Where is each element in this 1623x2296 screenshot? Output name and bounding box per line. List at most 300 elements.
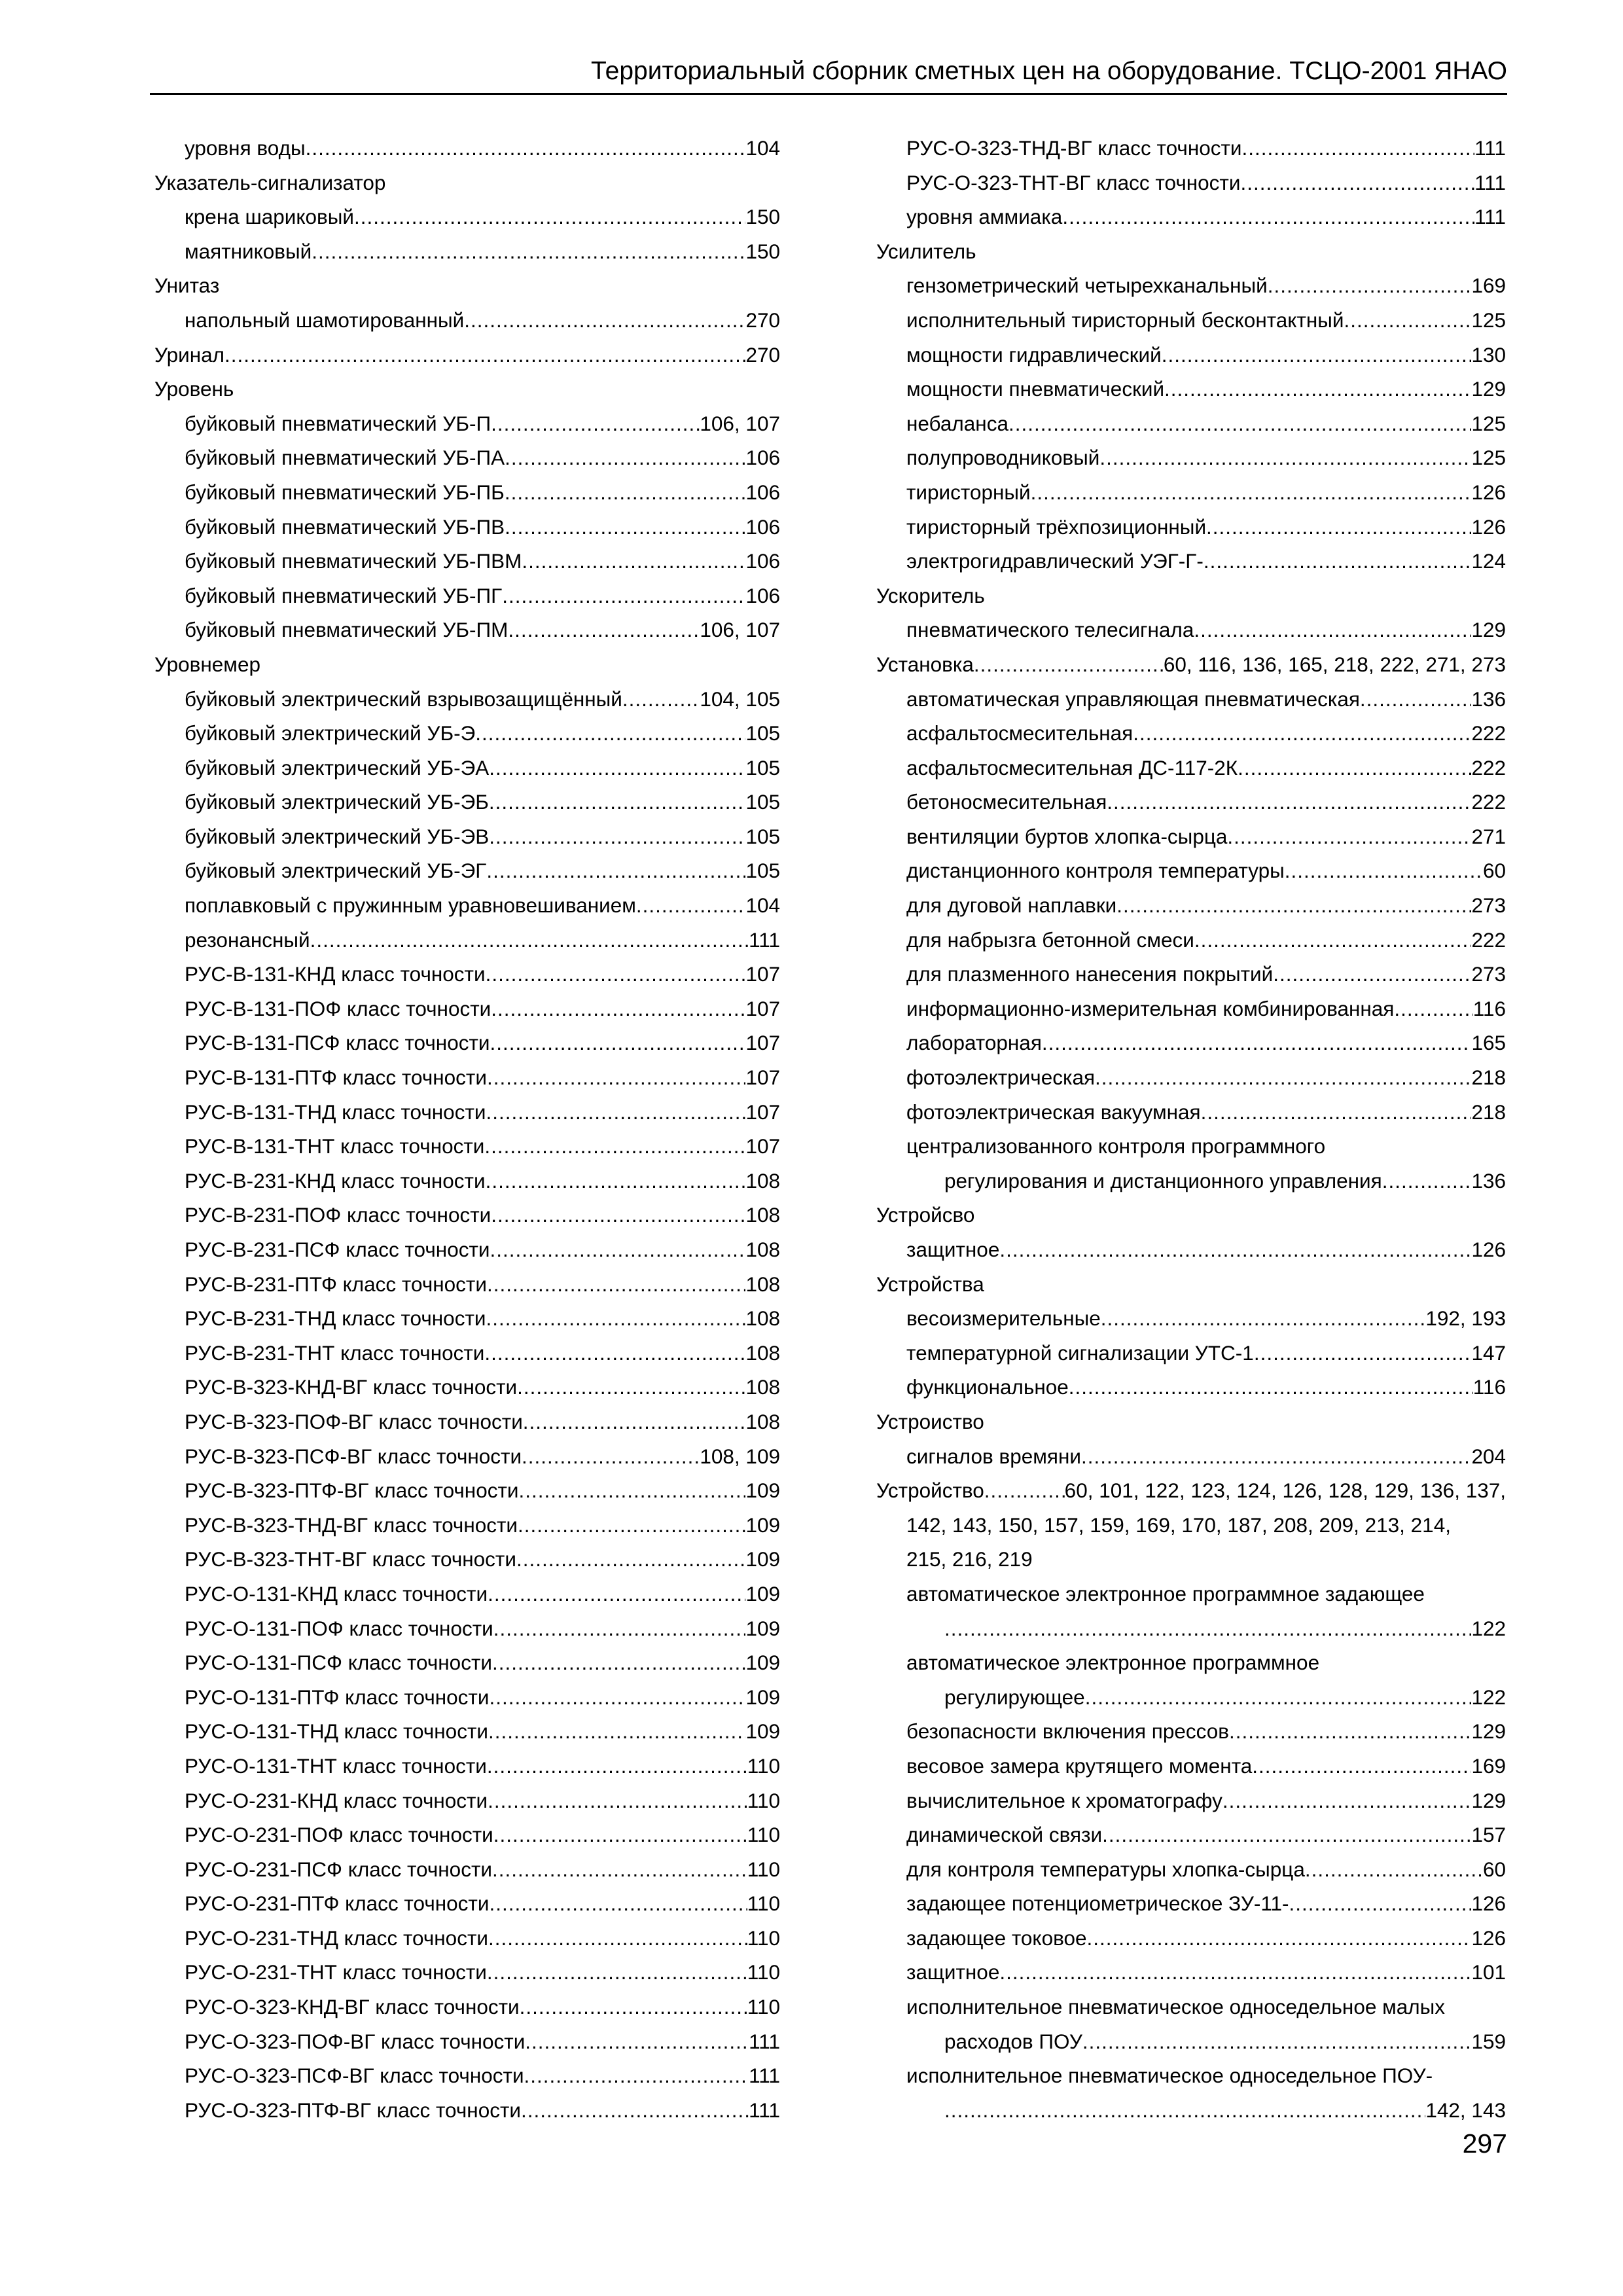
- index-column-left: [154, 131, 780, 2127]
- dot-leader: [486, 853, 745, 888]
- dot-leader: [464, 303, 745, 338]
- dot-leader: [1042, 1026, 1472, 1060]
- index-entry: [154, 372, 780, 406]
- index-entry-term: напольный шамотированный: [185, 308, 465, 332]
- index-entry-page: 116: [1472, 1375, 1506, 1399]
- index-entry-page: 104, 105: [700, 687, 780, 711]
- index-entry-page: 110: [747, 1823, 780, 1847]
- index-entry: [154, 406, 780, 441]
- dot-leader: [1101, 1301, 1426, 1336]
- dot-leader: [517, 1370, 745, 1405]
- index-entry: [154, 1542, 780, 1577]
- index-entry-term: РУС-О-323-КНД-ВГ класс точности: [185, 1995, 520, 2019]
- dot-leader: [1240, 166, 1474, 200]
- index-entry: [876, 992, 1506, 1026]
- dot-leader: [1008, 406, 1471, 441]
- dot-leader: [502, 579, 745, 613]
- index-entry: [876, 1508, 1506, 1543]
- dot-leader: [984, 1473, 1065, 1508]
- index-entry: [154, 1164, 780, 1198]
- index-entry-term: буйковый электрический УБ-ЭВ: [185, 824, 490, 848]
- dot-leader: [505, 475, 746, 510]
- index-entry-term: вычислительное к хроматографу: [906, 1788, 1222, 1812]
- index-entry-page: 122: [1471, 1616, 1506, 1640]
- index-entry: [876, 475, 1506, 510]
- index-entry-term: буйковый электрический УБ-ЭГ: [185, 859, 487, 883]
- index-entry-term: РУС-В-323-ПТФ-ВГ класс точности: [185, 1479, 519, 1503]
- dot-leader: [487, 1749, 747, 1784]
- index-entry-page: 129: [1471, 618, 1506, 642]
- dot-leader: [1206, 510, 1471, 545]
- index-entry: [154, 751, 780, 785]
- index-entry-term: РУС-В-323-ПОФ-ВГ класс точности: [185, 1409, 523, 1433]
- index-entry-page: 126: [1471, 514, 1506, 539]
- index-entry-term: РУС-В-131-КНД класс точности: [185, 962, 486, 986]
- dot-leader: [1095, 1060, 1471, 1095]
- index-entry: [154, 166, 780, 200]
- index-entry: [154, 303, 780, 338]
- index-entry: [154, 1611, 780, 1646]
- index-entry: [154, 1921, 780, 1956]
- index-entry-term: буйковый пневматический УБ-ПВ: [185, 514, 505, 539]
- index-entry-term: Ускоритель: [876, 583, 985, 607]
- index-entry-term: задающее потенциометрическое ЗУ-11-: [906, 1892, 1289, 1916]
- index-entry-page: 111: [1474, 205, 1506, 229]
- dot-leader: [487, 1060, 746, 1095]
- index-entry-term: исполнительное пневматическое односедельное ПОУ-: [906, 2064, 1433, 2088]
- dot-leader: [489, 1886, 747, 1921]
- index-entry-term: полупроводниковый: [906, 446, 1100, 470]
- index-entry-term: РУС-В-231-ПОФ класс точности: [185, 1203, 491, 1227]
- index-entry: [154, 1267, 780, 1302]
- index-entry-term: для набрызга бетонной смеси: [906, 927, 1194, 952]
- index-entry-page: 204: [1471, 1444, 1506, 1468]
- index-entry-term: РУС-В-131-ПТФ класс точности: [185, 1066, 487, 1090]
- index-entry-page: 111: [749, 2029, 780, 2053]
- index-entry: [154, 1232, 780, 1267]
- dot-leader: [1252, 1749, 1471, 1784]
- index-entry-page: 129: [1471, 1788, 1506, 1812]
- index-entry-page: 108: [745, 1203, 780, 1227]
- index-entry-page: 218: [1471, 1100, 1506, 1124]
- dot-leader: [1238, 751, 1471, 785]
- index-entry-term: РУС-О-323-ПСФ-ВГ класс точности: [185, 2064, 524, 2088]
- index-entry-page: 106: [745, 583, 780, 607]
- index-entry: [876, 751, 1506, 785]
- index-entry-page: 109: [745, 1685, 780, 1709]
- dot-leader: [1242, 131, 1475, 166]
- index-entry: [876, 785, 1506, 819]
- index-entry-page: 165: [1471, 1031, 1506, 1055]
- index-entry-term: вентиляции буртов хлопка-сырца: [906, 824, 1228, 848]
- index-entry-page: 107: [745, 1134, 780, 1158]
- index-entry: [154, 1473, 780, 1508]
- index-entry-page: 104: [745, 893, 780, 918]
- dot-leader: [1162, 338, 1472, 372]
- index-entry-page: 222: [1471, 755, 1506, 780]
- index-entry-term: РУС-В-231-ТНД класс точности: [185, 1306, 486, 1331]
- index-entry: [154, 716, 780, 751]
- dot-leader: [1204, 544, 1472, 579]
- index-entry-page: 109: [745, 1651, 780, 1675]
- index-entry-term: автоматическая управляющая пневматическая: [906, 687, 1360, 711]
- index-entry: [154, 992, 780, 1026]
- index-entry: [876, 853, 1506, 888]
- index-entry-term: защитное: [906, 1960, 1000, 1984]
- index-entry-term: РУС-В-131-ПСФ класс точности: [185, 1031, 490, 1055]
- index-entry: [154, 131, 780, 166]
- index-entry: [154, 338, 780, 372]
- index-entry: [876, 1886, 1506, 1921]
- index-entry-term: Унитаз: [154, 274, 220, 298]
- index-entry-term: РУС-В-131-ТНТ класс точности: [185, 1134, 485, 1158]
- index-entry: [154, 2024, 780, 2059]
- index-entry-page: 129: [1471, 377, 1506, 401]
- dot-leader: [524, 2058, 749, 2093]
- index-entry-term: мощности пневматический: [906, 377, 1165, 401]
- index-entry-page: 129: [1471, 1719, 1506, 1744]
- index-entry-page: 270: [745, 342, 780, 367]
- dot-leader: [1229, 1714, 1471, 1749]
- index-entry: [876, 406, 1506, 441]
- index-entry-term: РУС-О-231-ПСФ класс точности: [185, 1857, 492, 1881]
- index-entry-page: 124: [1471, 549, 1506, 573]
- dot-leader: [516, 1542, 745, 1577]
- index-entry: [154, 510, 780, 545]
- index-entry-term: динамической связи: [906, 1823, 1103, 1847]
- page-number: 297: [1462, 2128, 1507, 2159]
- dot-leader: [508, 613, 700, 647]
- index-entry-page: 108, 109: [700, 1444, 780, 1468]
- index-entry-page: 110: [747, 1960, 780, 1984]
- index-entry: [876, 1026, 1506, 1060]
- dot-leader: [1201, 1095, 1472, 1130]
- dot-leader: [521, 2093, 749, 2128]
- index-entry-term: температурной сигнализации УТС-1: [906, 1340, 1254, 1365]
- index-entry-page: 60: [1482, 1857, 1506, 1881]
- index-entry: [876, 1852, 1506, 1887]
- dot-leader: [490, 1026, 746, 1060]
- index-entry: [154, 853, 780, 888]
- index-entry-term: 215, 216, 219: [906, 1547, 1033, 1571]
- index-entry-page: 130: [1471, 342, 1506, 367]
- dot-leader: [306, 131, 746, 166]
- index-entry-term: пневматического телесигнала: [906, 618, 1194, 642]
- index-entry-page: 150: [745, 239, 780, 263]
- index-entry: [154, 647, 780, 682]
- dot-leader: [1087, 1921, 1472, 1956]
- index-entry: [154, 1749, 780, 1784]
- dot-leader: [1099, 440, 1471, 475]
- index-entry-term: РУС-В-323-ПСФ-ВГ класс точности: [185, 1444, 522, 1468]
- dot-leader: [493, 1611, 746, 1646]
- index-entry-page: 107: [745, 962, 780, 986]
- index-entry-page: 125: [1471, 308, 1506, 332]
- index-entry: [876, 1714, 1506, 1749]
- index-entry-term: небаланса: [906, 411, 1008, 435]
- index-entry: [154, 1370, 780, 1405]
- index-entry-page: 125: [1471, 446, 1506, 470]
- index-entry: [876, 200, 1506, 234]
- dot-leader: [1194, 613, 1471, 647]
- dot-leader: [491, 1198, 745, 1232]
- index-entry: [876, 1164, 1506, 1198]
- index-entry: [876, 1439, 1506, 1474]
- dot-leader: [489, 785, 746, 819]
- index-entry-term: РУС-О-131-ПТФ класс точности: [185, 1685, 490, 1709]
- index-entry-term: весоизмерительные: [906, 1306, 1101, 1331]
- index-entry: [154, 1990, 780, 2024]
- index-entry-page: 106: [745, 446, 780, 470]
- index-entry-page: 108: [745, 1340, 780, 1365]
- index-entry-page: 105: [745, 790, 780, 814]
- index-entry-term: РУС-В-231-КНД класс точности: [185, 1168, 486, 1193]
- dot-leader: [489, 751, 745, 785]
- index-entry-page: 107: [745, 1031, 780, 1055]
- index-entry: [876, 268, 1506, 303]
- index-entry-term: буйковый электрический УБ-ЭБ: [185, 790, 489, 814]
- index-entry: [876, 1370, 1506, 1405]
- index-entry-term: РУС-В-323-ТНД-ВГ класс точности: [185, 1513, 518, 1537]
- index-entry: [154, 923, 780, 958]
- dot-leader: [520, 1990, 747, 2024]
- index-entry-term: регулирования и дистанционного управления: [944, 1168, 1382, 1193]
- index-entry: [876, 544, 1506, 579]
- index-entry: [154, 1784, 780, 1818]
- index-entry-page: 108: [745, 1272, 780, 1296]
- index-entry-page: 107: [745, 1066, 780, 1090]
- index-entry-term: сигналов времяни: [906, 1444, 1081, 1468]
- dot-leader: [518, 1508, 745, 1543]
- dot-leader: [1194, 923, 1472, 958]
- dot-leader: [525, 2024, 749, 2059]
- index-entry-page: 126: [1471, 480, 1506, 504]
- index-entry: [876, 1645, 1506, 1680]
- index-entry-term: асфальтосмесительная: [906, 721, 1133, 745]
- index-entry-page: 109: [745, 1547, 780, 1571]
- index-entry-term: регулирующее: [944, 1685, 1085, 1709]
- dot-leader: [1116, 888, 1471, 923]
- index-entry-term: РУС-В-323-ТНТ-ВГ класс точности: [185, 1547, 516, 1571]
- index-entry-term: РУС-В-231-ТНТ класс точности: [185, 1340, 485, 1365]
- index-entry-term: Уринал: [154, 342, 225, 367]
- index-entry-page: 106: [745, 480, 780, 504]
- index-entry-term: РУС-В-231-ПСФ класс точности: [185, 1238, 490, 1261]
- index-entry-page: 107: [745, 1100, 780, 1124]
- dot-leader: [475, 716, 745, 751]
- index-entry-term: буйковый пневматический УБ-ПВМ: [185, 549, 522, 573]
- index-entry: [154, 1439, 780, 1474]
- dot-leader: [488, 1921, 747, 1956]
- index-entry-term: РУС-В-131-ПОФ класс точности: [185, 996, 491, 1020]
- index-entry: [876, 579, 1506, 613]
- dot-leader: [487, 1955, 747, 1990]
- index-entry-page: 136: [1471, 1168, 1506, 1193]
- index-entry-page: 142, 143: [1425, 2098, 1506, 2122]
- index-entry: [876, 2024, 1506, 2059]
- index-entry-term: дистанционного контроля температуры: [906, 859, 1285, 883]
- index-entry-page: 125: [1471, 411, 1506, 435]
- index-entry-term: РУС-О-131-ПСФ класс точности: [185, 1651, 492, 1675]
- index-entry-term: Устройство: [876, 1479, 984, 1503]
- index-entry: [876, 2058, 1506, 2093]
- index-entry-page: 270: [745, 308, 780, 332]
- index-entry-term: для контроля температуры хлопка-сырца: [906, 1857, 1305, 1881]
- dot-leader: [1107, 785, 1471, 819]
- index-entry-term: для плазменного нанесения покрытий: [906, 962, 1274, 986]
- index-entry: [876, 957, 1506, 992]
- index-entry-page: 147: [1471, 1340, 1506, 1365]
- dot-leader: [492, 1645, 745, 1680]
- dot-leader: [974, 647, 1164, 682]
- index-entry: [154, 475, 780, 510]
- dot-leader: [486, 1095, 745, 1130]
- index-entry-page: 110: [747, 1857, 780, 1881]
- index-entry-page: 169: [1471, 1753, 1506, 1778]
- dot-leader: [636, 888, 746, 923]
- dot-leader: [224, 338, 745, 372]
- index-entry-term: РУС-О-231-ПТФ класс точности: [185, 1892, 490, 1916]
- index-entry: [876, 819, 1506, 854]
- index-entry: [154, 682, 780, 717]
- index-entry: [876, 1542, 1506, 1577]
- index-entry-term: исполнительный тиристорный бесконтактный: [906, 308, 1344, 332]
- index-entry: [876, 1784, 1506, 1818]
- dot-leader: [1082, 2024, 1472, 2059]
- index-entry: [876, 1680, 1506, 1715]
- index-entry: [876, 613, 1506, 647]
- dot-leader: [486, 1301, 745, 1336]
- dot-leader: [944, 2093, 1425, 2128]
- dot-leader: [488, 1714, 745, 1749]
- index-entry: [154, 1818, 780, 1852]
- dot-leader: [944, 1611, 1471, 1646]
- index-entry-page: 106: [745, 514, 780, 539]
- index-entry: [154, 888, 780, 923]
- index-entry: [154, 957, 780, 992]
- index-entry-page: 271: [1471, 824, 1506, 848]
- index-entry-page: 108: [745, 1409, 780, 1433]
- index-entry: [876, 888, 1506, 923]
- index-entry-term: Устройсво: [876, 1203, 975, 1227]
- index-entry: [154, 268, 780, 303]
- index-entry-page: 273: [1471, 893, 1506, 918]
- index-entry: [154, 819, 780, 854]
- index-entry-term: РУС-О-131-КНД класс точности: [185, 1581, 488, 1605]
- index-entry: [154, 234, 780, 269]
- index-entry-term: автоматическое электронное программное задающее: [906, 1581, 1425, 1605]
- index-entry-page: 109: [745, 1719, 780, 1744]
- index-entry-page: 157: [1471, 1823, 1506, 1847]
- index-entry: [876, 1749, 1506, 1784]
- index-entry-term: РУС-О-131-ПОФ класс точности: [185, 1616, 493, 1640]
- index-entry-term: РУС-О-231-ПОФ класс точности: [185, 1823, 493, 1847]
- index-entry-page: 218: [1471, 1066, 1506, 1090]
- running-header: Территориальный сборник сметных цен на оборудование. ТСЦО-2001 ЯНАО: [591, 57, 1507, 85]
- index-entry: [876, 372, 1506, 406]
- index-entry: [876, 1990, 1506, 2024]
- index-entry-term: исполнительное пневматическое односедельное малых: [906, 1995, 1446, 2019]
- index-entry: [876, 1611, 1506, 1646]
- index-entry-page: 110: [747, 1788, 780, 1812]
- index-entry-page: 122: [1471, 1685, 1506, 1709]
- dot-leader: [1254, 1336, 1472, 1371]
- index-entry: [876, 440, 1506, 475]
- dot-leader: [523, 1405, 746, 1439]
- index-entry-term: маятниковый: [185, 239, 312, 263]
- index-entry: [876, 303, 1506, 338]
- index-entry-term: Усилитель: [876, 239, 976, 263]
- index-entry-term: задающее токовое: [906, 1926, 1087, 1950]
- index-entry: [876, 1818, 1506, 1852]
- index-entry: [154, 440, 780, 475]
- index-entry-term: Устройства: [876, 1272, 984, 1296]
- index-entry-term: РУС-О-131-ТНТ класс точности: [185, 1753, 487, 1778]
- dot-leader: [1227, 819, 1471, 854]
- index-entry: [154, 1852, 780, 1887]
- index-entry-term: РУС-О-131-ТНД класс точности: [185, 1719, 488, 1744]
- index-entry: [876, 1095, 1506, 1130]
- index-entry: [154, 579, 780, 613]
- index-entry-page: 109: [745, 1479, 780, 1503]
- index-entry-page: 109: [745, 1581, 780, 1605]
- index-entry-page: 111: [749, 2064, 780, 2088]
- index-entry: [154, 613, 780, 647]
- index-entry-term: РУС-О-231-КНД класс точности: [185, 1788, 488, 1812]
- dot-leader: [1382, 1164, 1472, 1198]
- index-entry-term: Установка: [876, 652, 974, 676]
- dot-leader: [488, 1577, 745, 1611]
- index-entry: [876, 1955, 1506, 1990]
- index-entry-term: Указатель-сигнализатор: [154, 170, 386, 194]
- index-entry-term: асфальтосмесительная ДС-117-2К: [906, 755, 1238, 780]
- index-entry: [876, 1577, 1506, 1611]
- index-entry: [876, 647, 1506, 682]
- index-column-right: [876, 131, 1506, 2127]
- dot-leader: [505, 440, 745, 475]
- index-entry: [154, 1680, 780, 1715]
- index-entry-term: функциональное: [906, 1375, 1069, 1399]
- index-entry: [876, 923, 1506, 958]
- index-entry-term: буйковый пневматический УБ-ПА: [185, 446, 505, 470]
- index-entry-page: 105: [745, 721, 780, 745]
- dot-leader: [491, 992, 745, 1026]
- index-entry-term: Уровнемер: [154, 652, 260, 676]
- index-entry: [876, 1301, 1506, 1336]
- dot-leader: [492, 1852, 747, 1887]
- dot-leader: [491, 406, 700, 441]
- index-entry-term: буйковый электрический УБ-ЭА: [185, 755, 490, 780]
- index-entry-page: 107: [745, 996, 780, 1020]
- index-entry: [154, 1026, 780, 1060]
- index-entry-term: буйковый электрический взрывозащищённый: [185, 687, 622, 711]
- dot-leader: [1289, 1886, 1472, 1921]
- index-entry: [154, 1714, 780, 1749]
- dot-leader: [999, 1955, 1471, 1990]
- index-entry-term: РУС-О-323-ТНД-ВГ класс точности: [906, 136, 1242, 160]
- index-entry-page: 105: [745, 755, 780, 780]
- index-entry-page: 126: [1471, 1238, 1506, 1261]
- index-entry-page: 116: [1472, 996, 1506, 1020]
- index-entry-term: фотоэлектрическая: [906, 1066, 1096, 1090]
- dot-leader: [489, 819, 745, 854]
- index-entry: [154, 1577, 780, 1611]
- index-entry-page: 222: [1471, 721, 1506, 745]
- index-entry-page: 60: [1482, 859, 1506, 883]
- dot-leader: [1285, 853, 1483, 888]
- header-rule: [150, 93, 1507, 95]
- dot-leader: [1222, 1784, 1472, 1818]
